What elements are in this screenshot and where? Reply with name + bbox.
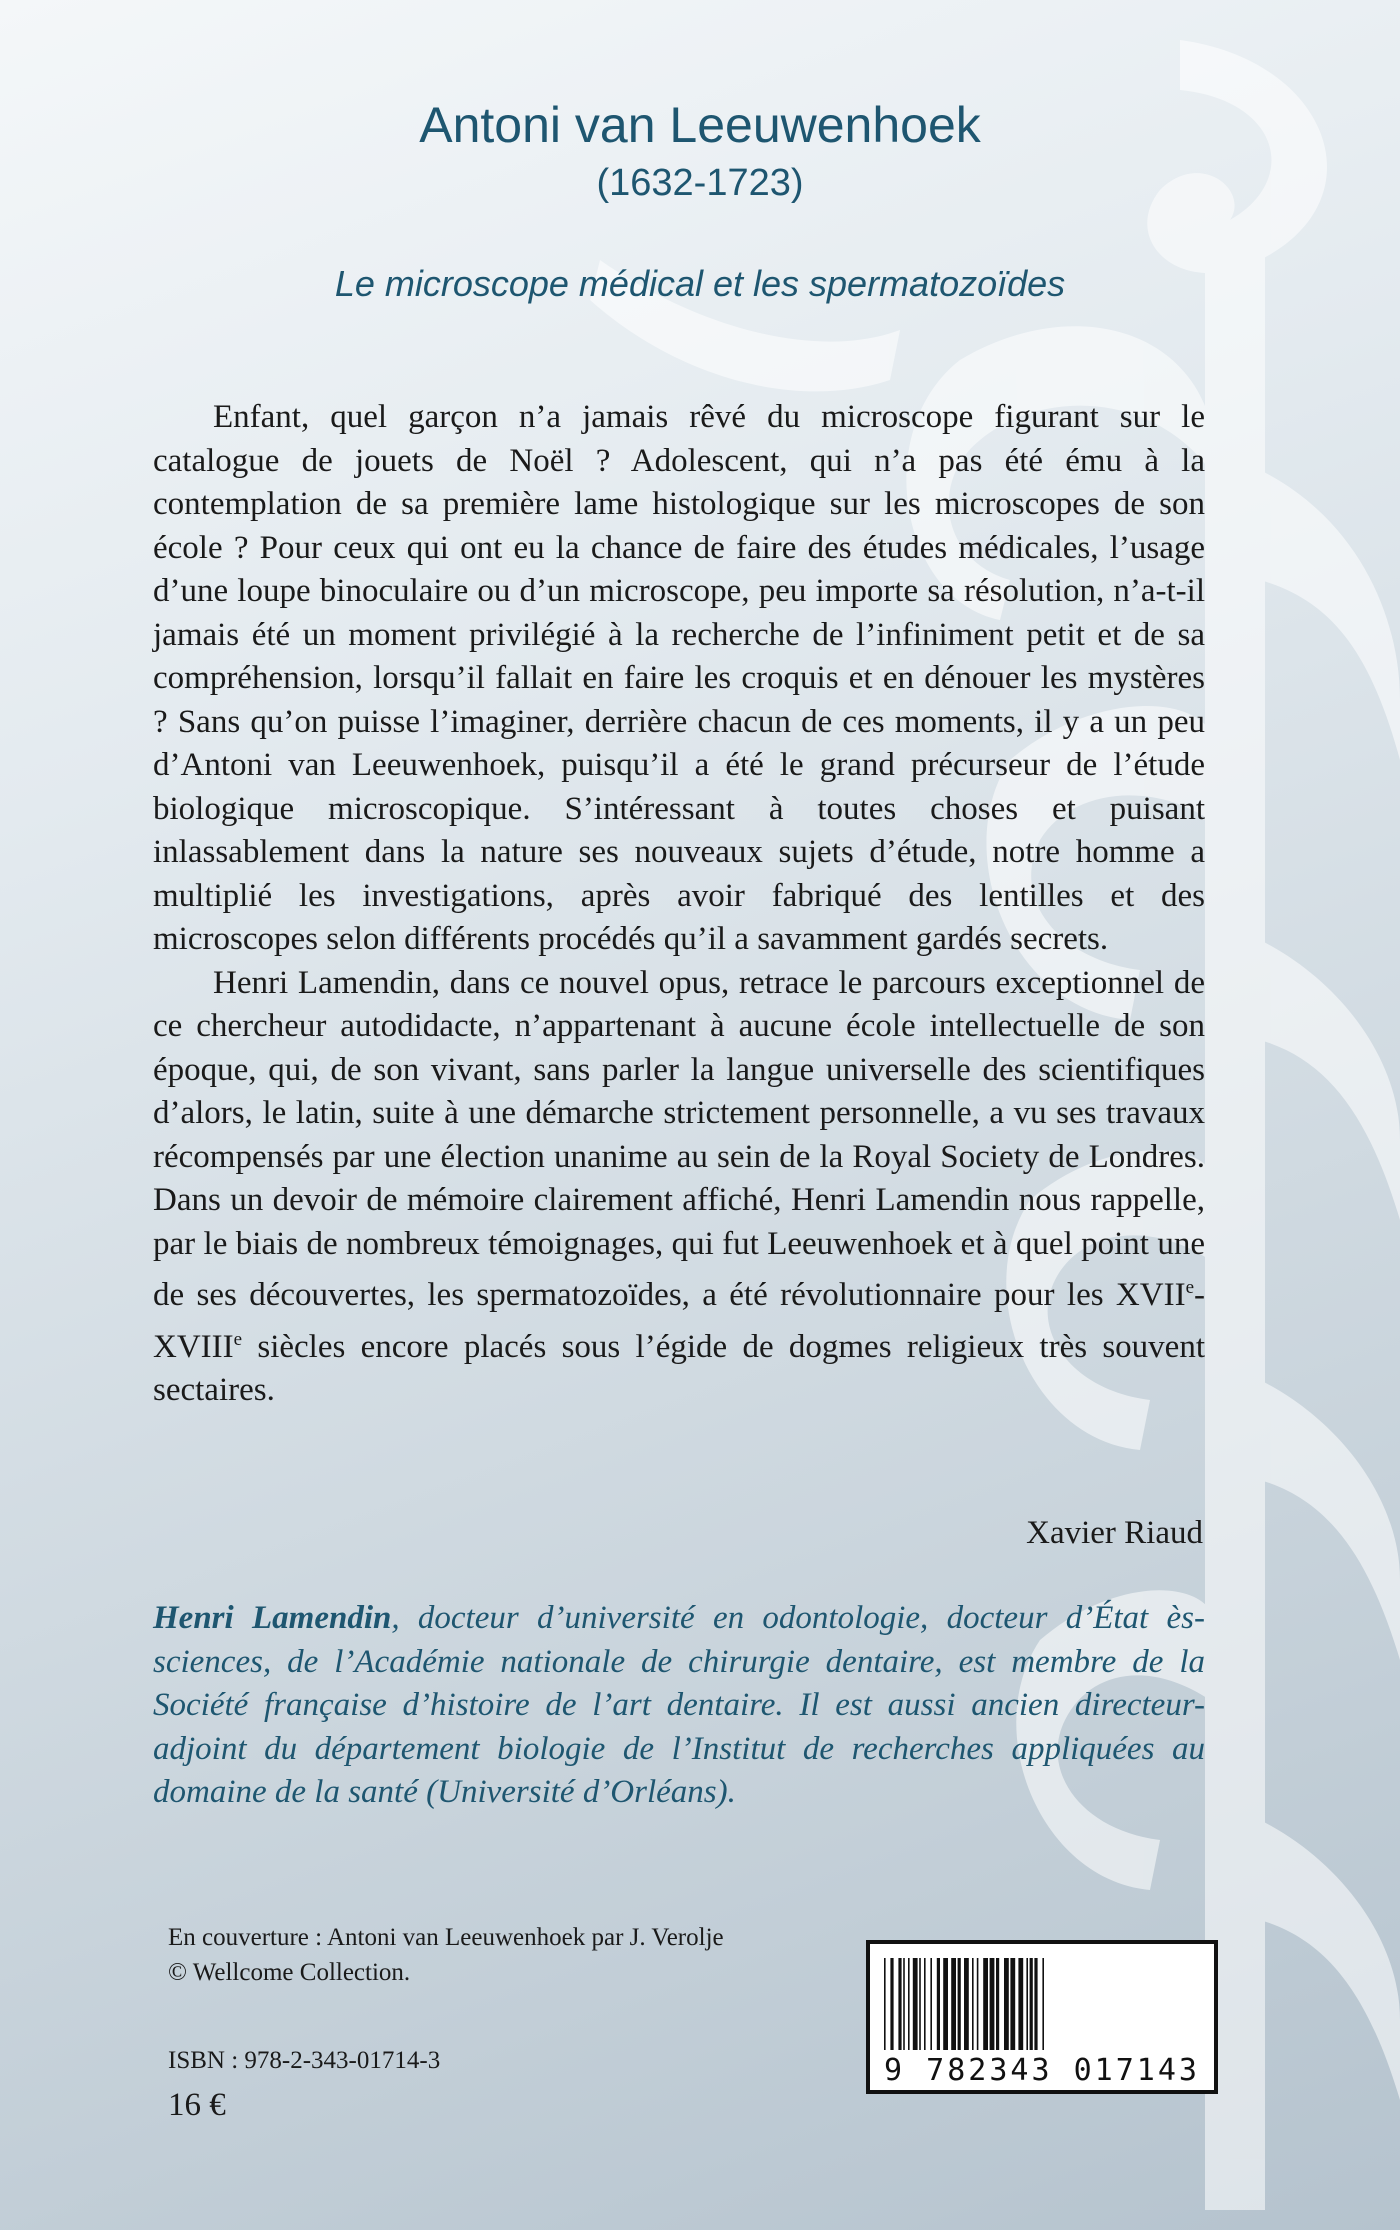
- barcode-bar: [924, 1958, 926, 2050]
- barcode-bar: [958, 1958, 961, 2050]
- barcode-bar: [1026, 1958, 1028, 2050]
- century-superscript-2: e: [233, 1328, 243, 1350]
- blurb-signature: Xavier Riaud: [1026, 1515, 1203, 1551]
- barcode-digits: 9 782343 017143: [884, 2053, 1200, 2088]
- barcode-bar: [1042, 1958, 1044, 2050]
- barcode-bar: [1034, 1958, 1037, 2050]
- cover-credit-line: En couverture : Antoni van Leeuwenhoek par J. Verolje: [168, 1924, 724, 1951]
- barcode-bar: [977, 1958, 979, 2050]
- author-bio: [153, 1597, 1205, 1815]
- barcode-bar: [913, 1958, 918, 2050]
- barcode-bar: [1018, 1958, 1023, 2050]
- barcode-bar: [919, 1958, 921, 2050]
- blurb-paragraph-1: Enfant, quel garçon n’a jamais rêvé du microscope figurant sur le catalogue de jouets de Noël ? Adolescent, qui n’a pas été ému à la contemplation de sa première lame histologique sur les microscopes de son école ? Pour ceux qui ont eu la chance de faire des études médicales, l’usage d’une loupe binoculaire ou d’un microscope, peu importe sa résolution, n’a-t-il jamais été un moment privilégié à la recherche de l’infiniment petit et de sa compréhension, lorsqu’il fallait en faire les croquis et en dénouer les mystères ? Sans qu’on puisse l’imaginer, derrière chacun de ces moments, il y a un peu d’Antoni van Leeuwenhoek, puisqu’il a été le grand précurseur de l’étude biologique microscopique. S’intéressant à toutes choses et puisant inlassablement dans la nature ses nouveaux sujets d’étude, notre homme a multiplié les investigations, après avoir fabriqué des lentilles et des microscopes selon différents procédés qu’il a savamment gardés secrets.: [153, 399, 1205, 957]
- barcode-bar: [943, 1958, 948, 2050]
- barcode-bar: [1004, 1958, 1009, 2050]
- barcode-bar: [908, 1958, 910, 2050]
- century-separator: -XVIII: [153, 1277, 1205, 1365]
- barcode-bar: [996, 1958, 999, 2050]
- isbn: ISBN : 978-2-343-01714-3: [168, 2047, 441, 2074]
- century-superscript-1: e: [1185, 1277, 1194, 1298]
- barcode-bar: [951, 1958, 956, 2050]
- barcode-bar: [903, 1958, 905, 2050]
- barcode-bars: [884, 1958, 1200, 2050]
- barcode-bar: [898, 1958, 901, 2050]
- barcode-bar: [972, 1958, 974, 2050]
- blurb-paragraph-2-start: Henri Lamendin, dans ce nouvel opus, retrace le parcours exceptionnel de ce chercheur autodidacte, n’appartenant à aucune école intellectuelle de son époque, qui, de son vivant, sans parler la langue universelle des scientifiques d’alors, le latin, suite à une démarche strictement personnelle, a vu ses travaux récompensés par une élection unanime au sein de la Royal Society de Londres. Dans un devoir de mémoire clairement affiché, Henri Lamendin nous rappelle, par le biais de nombreux témoignages, qui fut Leeuwenhoek et à quel point une de ses découvertes, les spermatozoïdes, a été révolutionnaire pour les XVII: [153, 964, 1205, 1313]
- price: 16 €: [168, 2087, 226, 2123]
- author-bio-text: , docteur d’université en odontologie, docteur d’État ès-sciences, de l’Académie nationale de chirurgie dentaire, est membre de la Société française d’histoire de l’art dentaire. Il est aussi ancien directeur-adjoint du département biologie de l’Institut de recherches appliquées au domaine de la santé (Université d’Orléans).: [153, 1600, 1205, 1810]
- book-dates: (1632-1723): [596, 162, 804, 204]
- barcode-bar: [964, 1958, 969, 2050]
- barcode: [866, 1940, 1218, 2094]
- barcode-bar: [890, 1958, 893, 2050]
- copyright-line: © Wellcome Collection.: [168, 1959, 411, 1986]
- author-name: Henri Lamendin: [153, 1600, 392, 1636]
- barcode-bar: [937, 1958, 940, 2050]
- barcode-bar: [1010, 1958, 1015, 2050]
- barcode-bar: [1030, 1958, 1033, 2050]
- blurb-text: [153, 396, 1205, 1413]
- book-subtitle: Le microscope médical et les spermatozoïdes: [334, 263, 1066, 304]
- barcode-bar: [990, 1958, 995, 2050]
- barcode-bar: [983, 1958, 988, 2050]
- barcode-bar: [884, 1958, 886, 2050]
- blurb-paragraph-2: [153, 962, 1205, 1413]
- barcode-bar: [930, 1958, 932, 2050]
- cover-credits: [168, 1920, 724, 1990]
- blurb-paragraph-2-end: siècles encore placés sous l’égide de dogmes religieux très souvent sectaires.: [153, 1328, 1205, 1408]
- book-title: Antoni van Leeuwenhoek: [419, 97, 981, 153]
